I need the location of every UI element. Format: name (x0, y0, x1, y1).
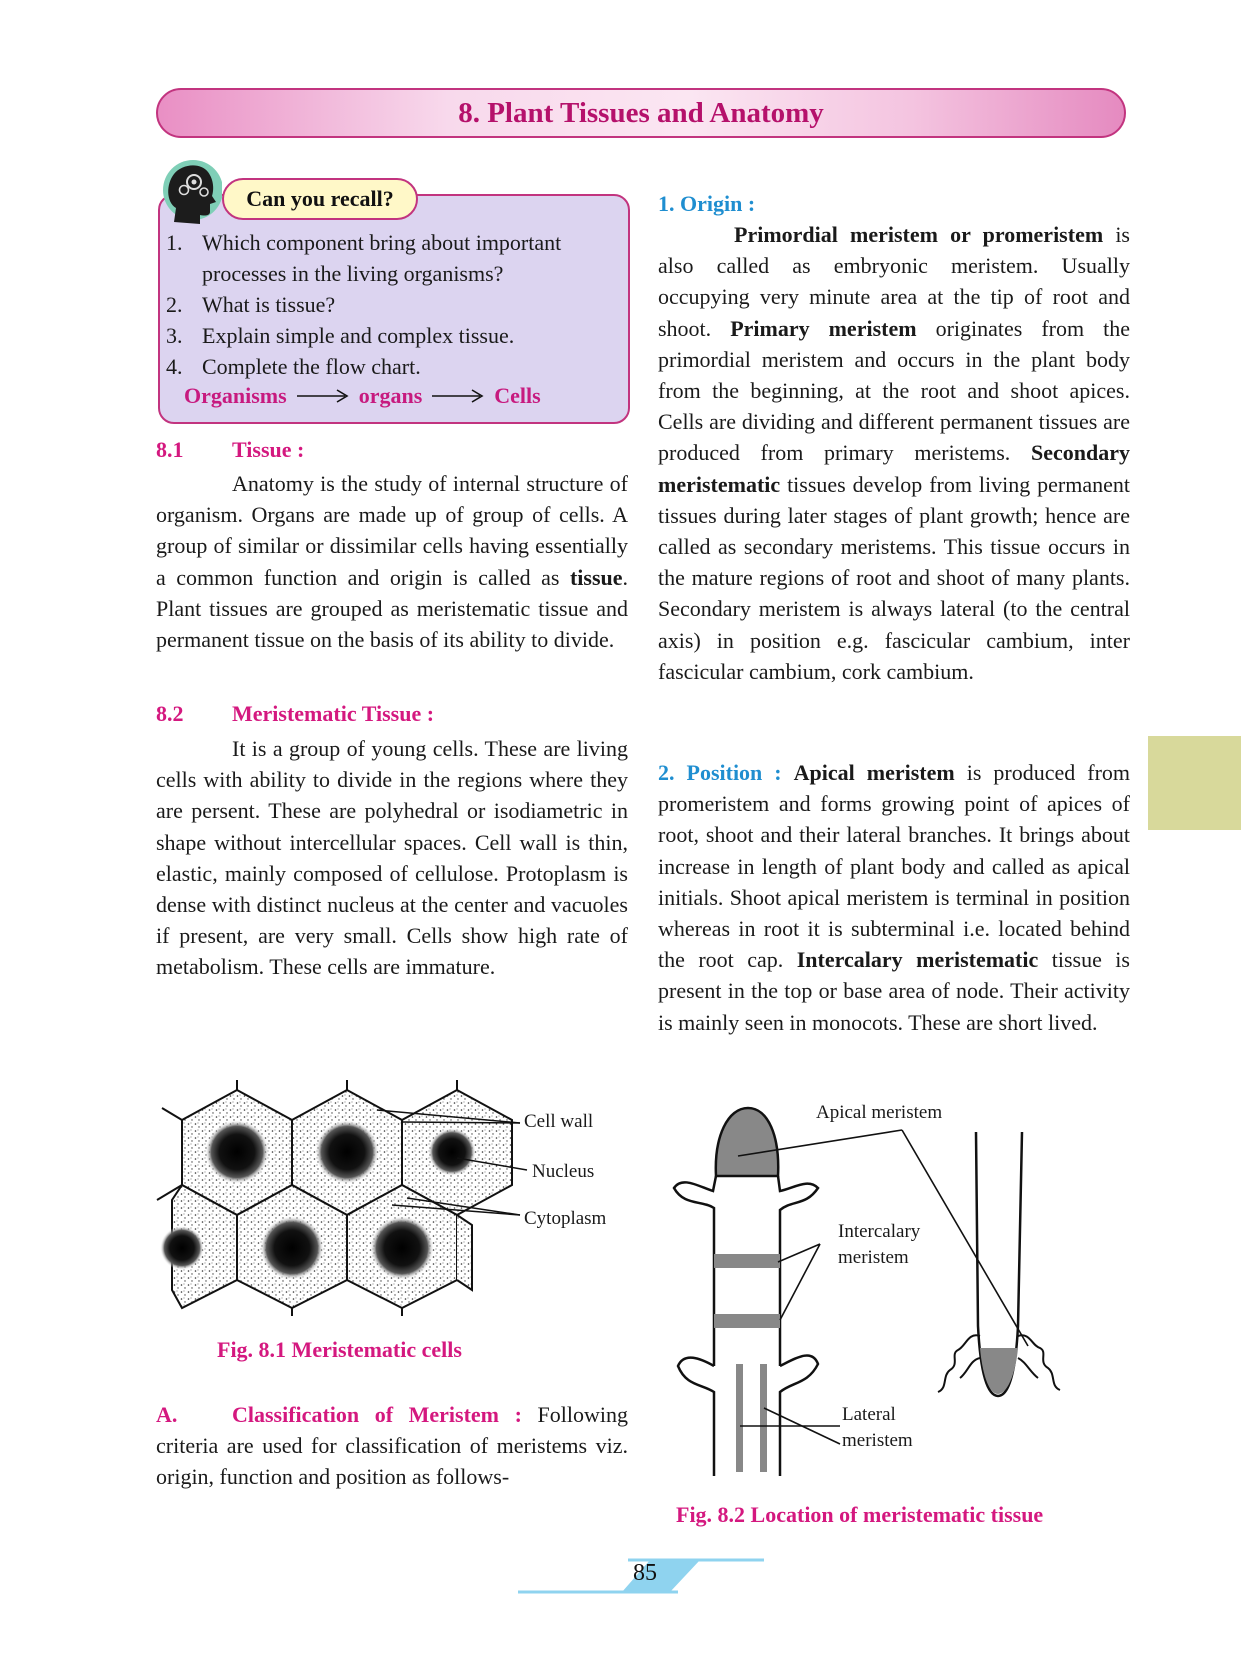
label-nucleus: Nucleus (532, 1161, 595, 1182)
paragraph-meristematic: It is a group of young cells. These are living cells with ability to divide in the regions where they are persent. These are polyhedral or isodiametric in shape without intercellular spaces. Cell wall is thin, elastic, mainly composed of cellulose. Protoplasm is dense with distinct nucleus at the center and vacuoles if present, are very small. Cells show high rate of metabolism. These cells are immature. (156, 736, 628, 980)
paragraph-tissue: Anatomy is the study of internal structure of organism. Organs are made up of group of cells. A group of similar or dissimilar cells having essentially a common function and origin is called as tissue. Plant tissues are grouped as meristematic tissue and permanent tissue on the basis of its ability to divide. (156, 471, 628, 653)
section-heading-meristematic: 8.2 Meristematic Tissue : (156, 701, 435, 726)
figure-caption-2: Fig. 8.2 Location of meristematic tissue (676, 1502, 1044, 1527)
arrow-right-icon (432, 387, 484, 405)
chapter-side-tab (1148, 736, 1241, 830)
recall-question-3: 3. Explain simple and complex tissue. (166, 323, 515, 348)
recall-question-1: 1. Which component bring about important processes in the living organisms? (166, 230, 562, 286)
recall-question-2: 2. What is tissue? (166, 292, 336, 317)
head-gear-icon (160, 158, 222, 226)
label-lateral: Lateral (842, 1404, 896, 1425)
chapter-title: 8. Plant Tissues and Anatomy (458, 96, 824, 129)
figure-caption-1: Fig. 8.1 Meristematic cells (217, 1337, 462, 1362)
label-intercalary: Intercalary (838, 1221, 921, 1242)
arrow-right-icon (297, 387, 349, 405)
recall-question-4: 4. Complete the flow chart. (166, 354, 421, 379)
label-intercalary-meristem: meristem (838, 1247, 909, 1268)
label-cytoplasm: Cytoplasm (524, 1208, 607, 1229)
page-number: 85 (633, 1560, 657, 1586)
chapter-title-banner (156, 88, 1126, 138)
label-lateral-meristem: meristem (842, 1430, 913, 1451)
paragraph-position: 2. Position : Apical meristem is produced from promeristem and forms growing point of apices of root, shoot and their lateral branches. It brings about increase in length of plant body and called as apical initials. Shoot apical meristem is terminal in position whereas in root it is subterminal i.e. located behind the root cap. Intercalary meristematic tissue is present in the top or base area of node. Their activity is mainly seen in monocots. These are short lived. (658, 760, 1131, 1035)
flow-item-organs: organs (358, 383, 423, 408)
section-heading-tissue: 8.1 Tissue : (156, 437, 305, 462)
label-cell-wall: Cell wall (524, 1111, 594, 1132)
flow-item-cells: Cells (494, 383, 541, 408)
paragraph-classification: A. Classification of Meristem : Following criteria are used for classification of meristems viz. origin, function and position as follows- (156, 1402, 628, 1490)
recall-label: Can you recall? (222, 178, 418, 220)
flow-chart (184, 383, 541, 409)
meristem-location-figure (668, 1096, 1128, 1486)
flow-item-organisms: Organisms (184, 383, 287, 408)
paragraph-origin-heading: 1. Origin : (658, 191, 756, 216)
label-apical-meristem: Apical meristem (816, 1102, 943, 1123)
paragraph-origin: Primordial meristem or promeristem is also called as embryonic meristem. Usually occupying very minute area at the tip of root and shoot. Primary meristem originates from the primordial meristem and occurs in the plant body from the beginning, at the root and shoot apices. Cells are dividing and different permanent tissues are produced from primary meristems. Secondary meristematic tissues develop from living permanent tissues during later stages of plant growth; hence are called as secondary meristems. This tissue occurs in the mature regions of root and shoot of many plants. Secondary meristem is always lateral (to the central axis) in position e.g. fascicular cambium, inter fascicular cambium, cork cambium. (658, 222, 1130, 684)
